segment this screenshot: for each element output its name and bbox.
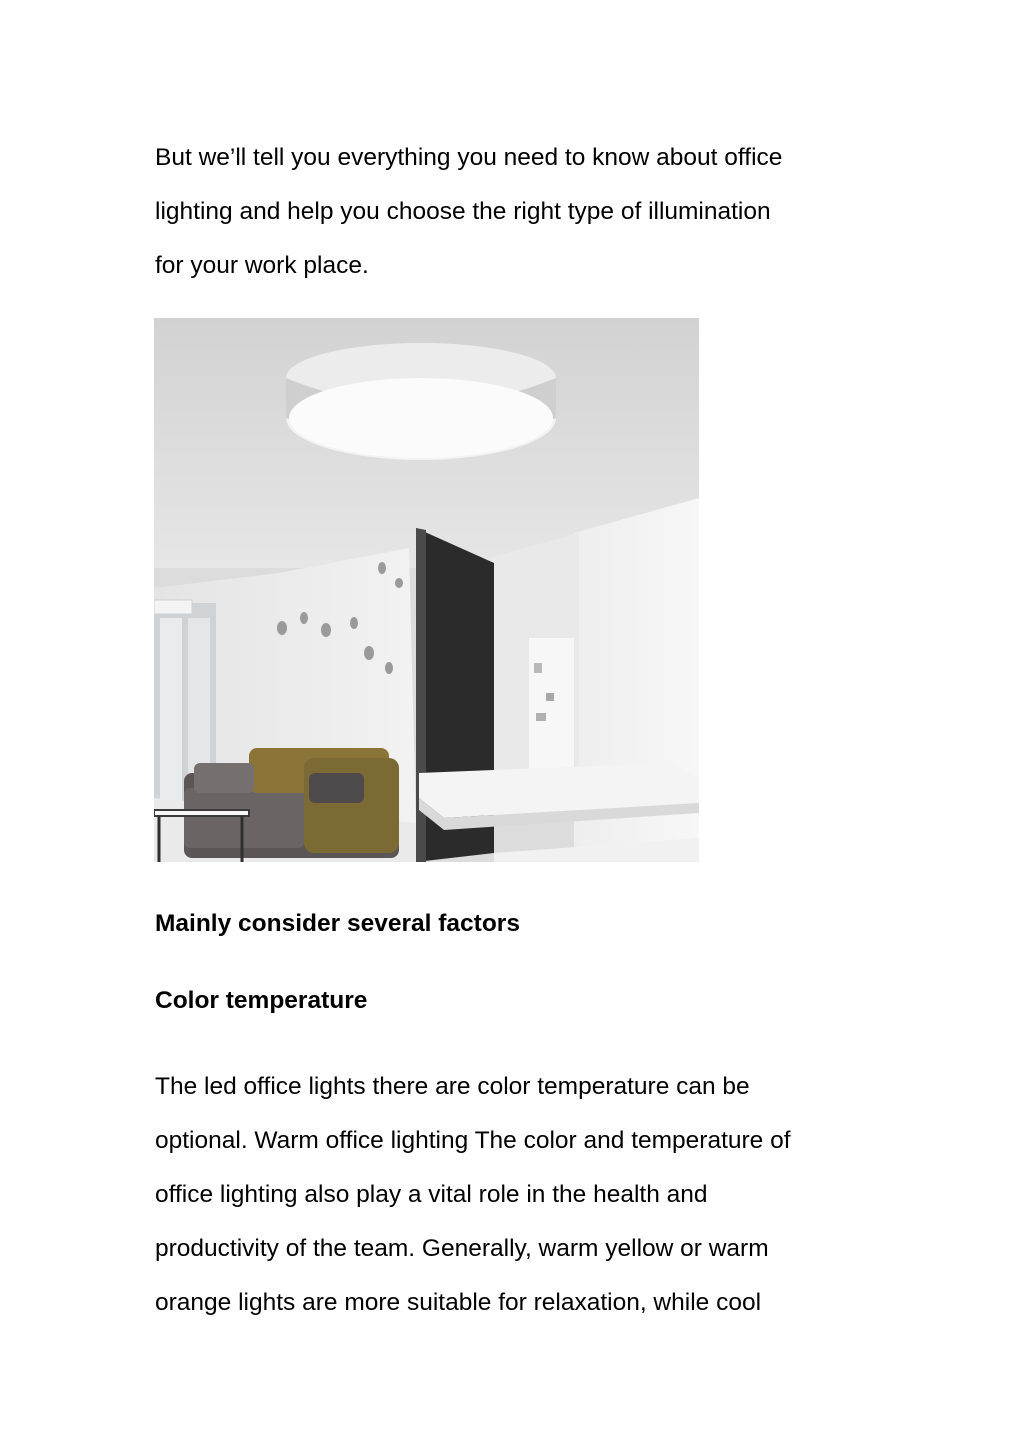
body-paragraph bbox=[155, 1060, 915, 1330]
intro-paragraph bbox=[155, 131, 895, 293]
body-line: optional. Warm office lighting The color and temperature of bbox=[155, 1127, 791, 1154]
intro-line: for your work place. bbox=[155, 252, 369, 279]
body-line: office lighting also play a vital role in the health and bbox=[155, 1181, 708, 1208]
intro-line: But we’ll tell you everything you need to know about office bbox=[155, 144, 783, 171]
body-line: The led office lights there are color temperature can be bbox=[155, 1073, 750, 1100]
ceiling-light-photo bbox=[154, 318, 699, 862]
body-line: orange lights are more suitable for relaxation, while cool bbox=[155, 1289, 762, 1316]
heading-factors: Mainly consider several factors bbox=[155, 910, 520, 937]
intro-line: lighting and help you choose the right type of illumination bbox=[155, 198, 771, 225]
body-line: productivity of the team. Generally, warm yellow or warm bbox=[155, 1235, 769, 1262]
heading-color-temperature: Color temperature bbox=[155, 987, 368, 1014]
